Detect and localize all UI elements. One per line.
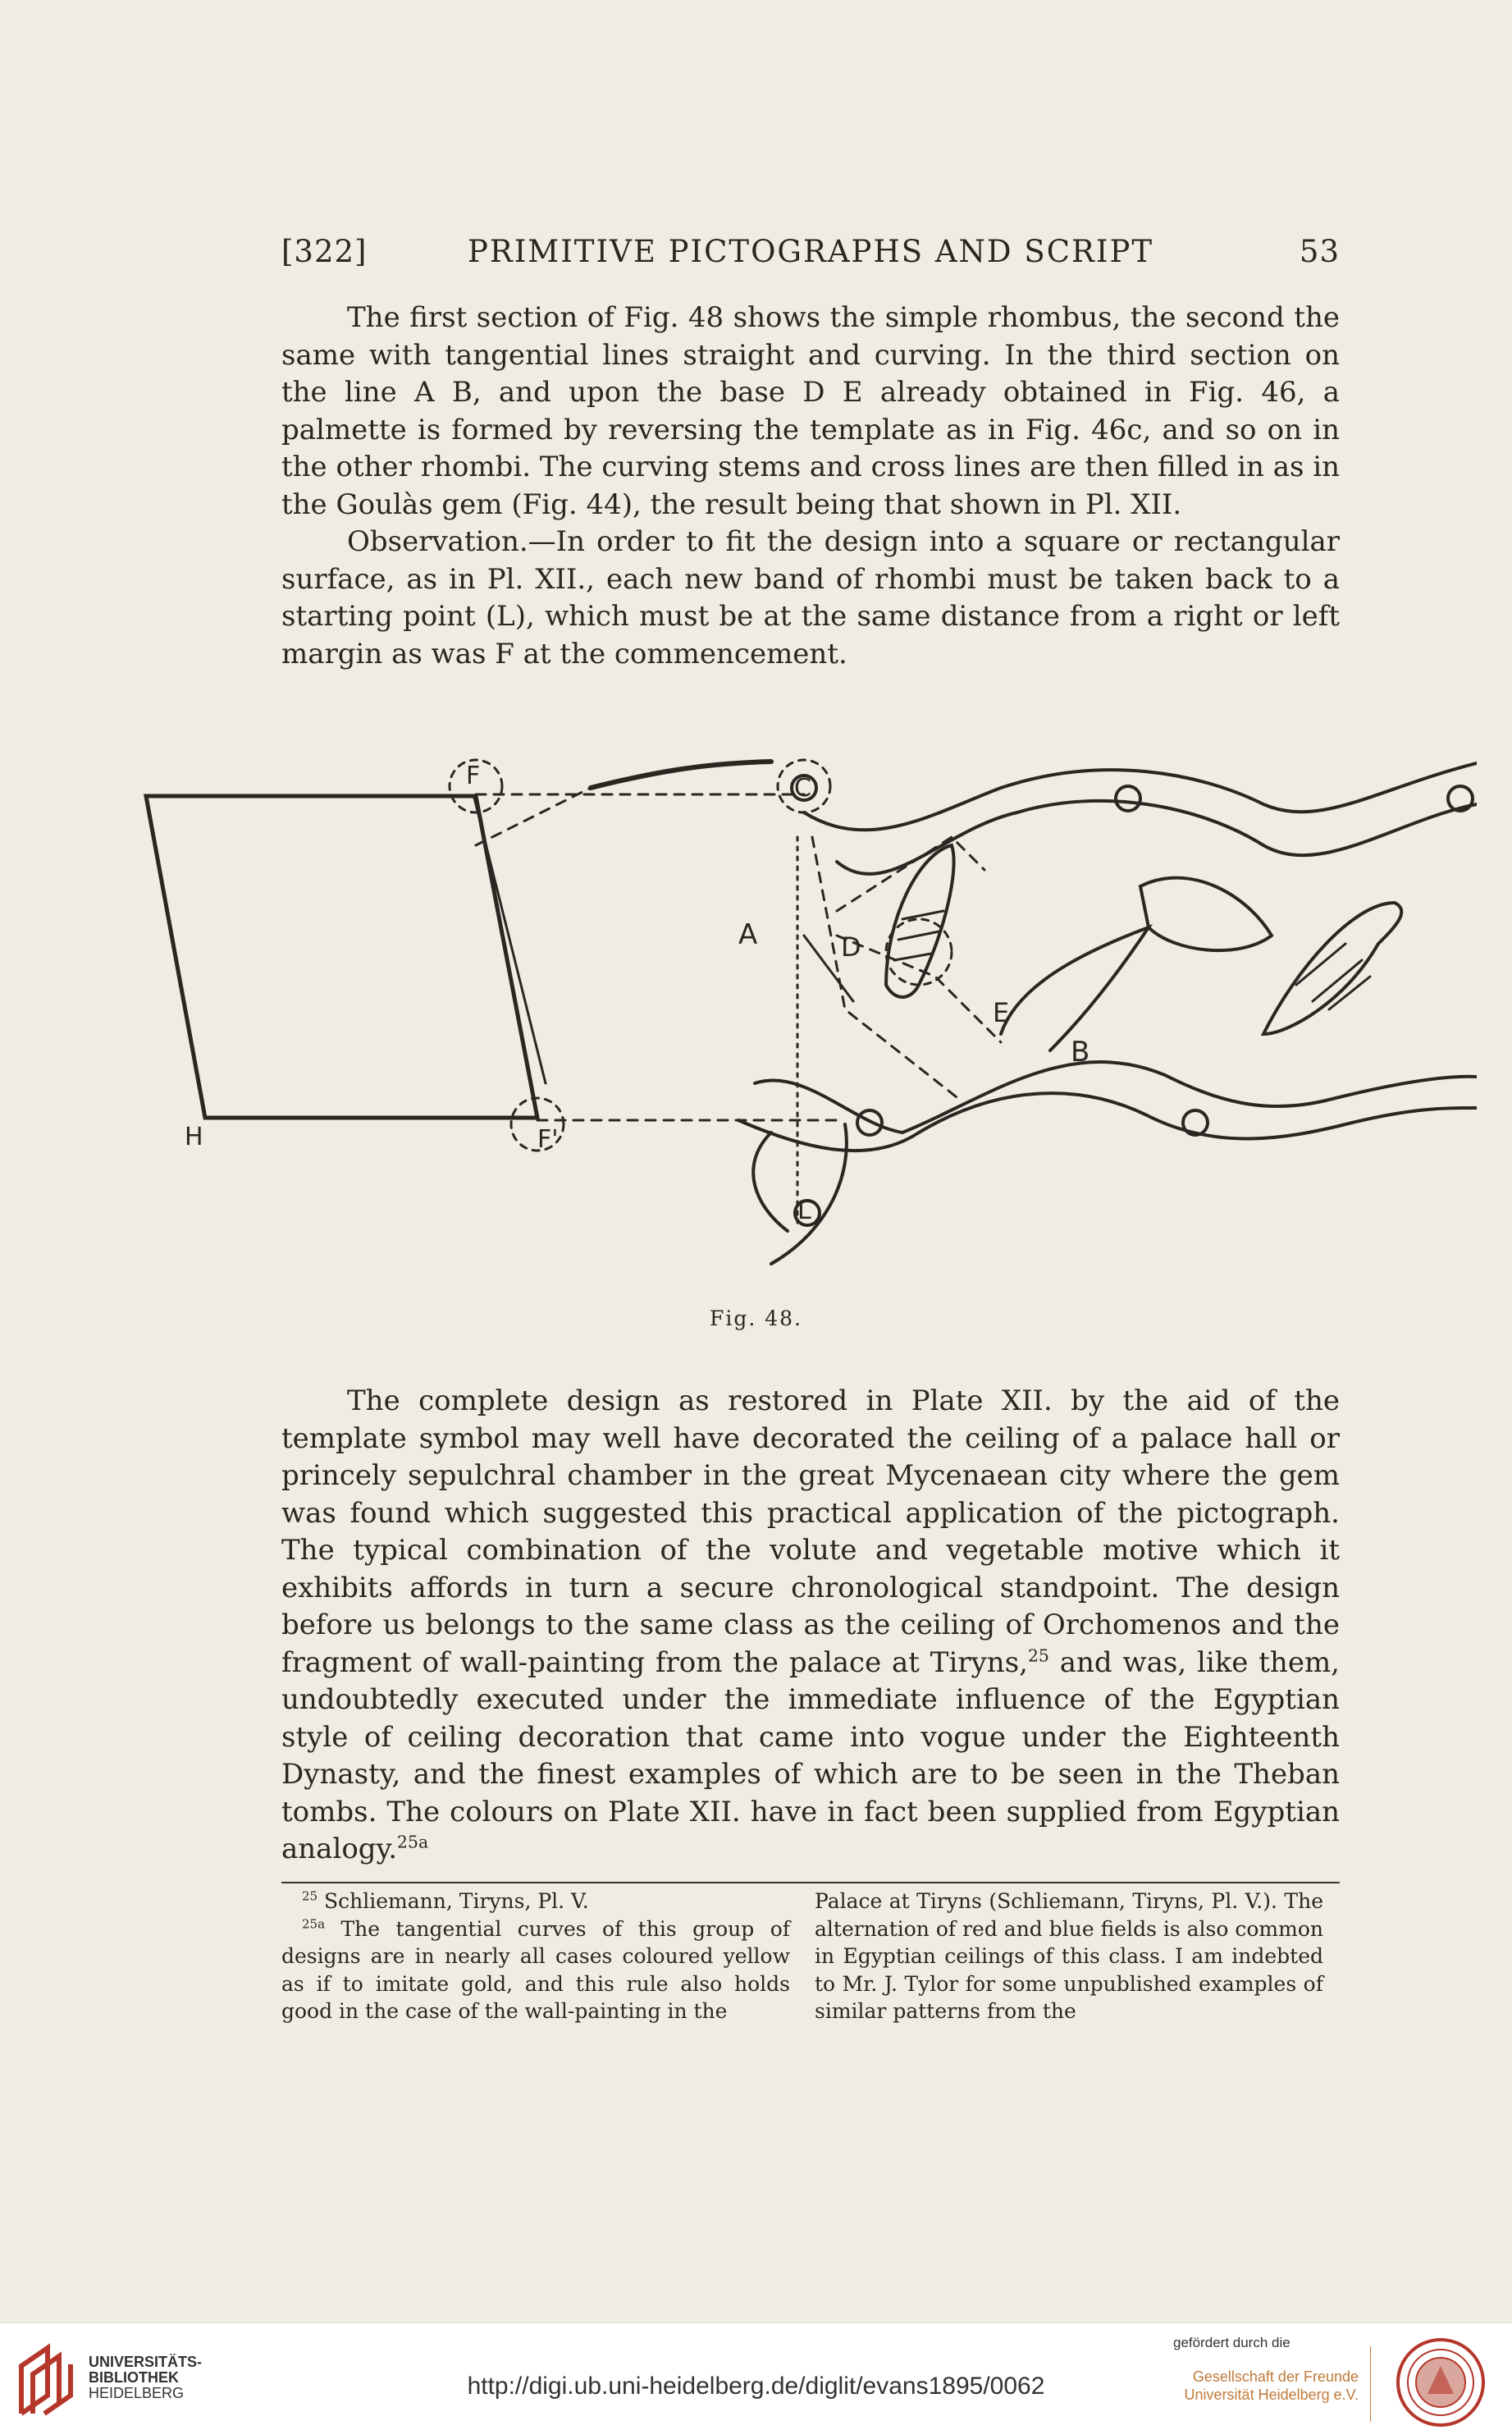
paragraph: Observation.—In order to fit the design into a square or rectangular surface, as in Pl. XII., each new band of rhombi must be taken back to a starting point (L), which must be at the same distance from a right or left margin as was F at the commencement. bbox=[281, 525, 1340, 670]
paragraph-text: The complete design as restored in Plate XII. by the aid of the template symbol may well have decorated the ceiling of a palace hall or princely sepulchral chamber in the great Mycenaean city where the gem was found which suggested this practical application of the pictograph. The typical combination of the volute and vegetable motive which it exhibits affords in turn a secure chronological standpoint. The design before us belongs to the same class as the ceiling of Orchomenos and the fragment of wall-painting from the palace at Tiryns, bbox=[281, 1384, 1340, 1679]
footnote-mark: 25 bbox=[302, 1888, 318, 1904]
society-name-line: Gesellschaft der Freunde bbox=[1192, 2368, 1359, 2385]
wavy-band bbox=[591, 762, 771, 788]
society-name bbox=[1173, 2368, 1359, 2404]
paragraph-text: and was, like them, undoubtedly executed under the immediate influence of the Egyptian style of ceiling decoration that came into vogue under the Eighteenth Dynasty, and the finest examples of which are to be seen in the Theban tombs. The colours on Plate XII. have in fact been supplied from Egyptian analogy. bbox=[281, 1645, 1340, 1865]
footnote-continuation: Palace at Tiryns (Schliemann, Tiryns, Pl. V.). The alternation of red and blue fields is also common in Egyptian ceilings of this class. I am indebted to Mr. J. Tylor for some unpublished examples of similar patterns from the bbox=[815, 1889, 1323, 2023]
footnote-ref-25a[interactable]: 25a bbox=[397, 1832, 429, 1852]
footnote-mark: 25a bbox=[302, 1916, 326, 1932]
paragraph: The first section of Fig. 48 shows the simple rhombus, the second the same with tangential lines straight and curving. In the third section on the line A B, and upon the base D E already obtained in Fig. 46, a palmette is formed by reversing the template as in Fig. 46c, and so on in the other rhombi. The curving stems and cross lines are then filled in as in the Goulàs gem (Fig. 44), the result being that shown in Pl. XII. bbox=[281, 301, 1340, 521]
guide-dashed bbox=[476, 788, 591, 845]
text-block-bottom bbox=[281, 1383, 1340, 1869]
label-h: H bbox=[185, 1123, 203, 1151]
running-header bbox=[281, 234, 1340, 275]
footnote-text: Schliemann, Tiryns, Pl. V. bbox=[324, 1889, 589, 1913]
curving-stem bbox=[753, 1133, 788, 1231]
wavy-band bbox=[837, 801, 1477, 874]
figure-48-diagram bbox=[131, 739, 1477, 1313]
label-b: B bbox=[1071, 1036, 1090, 1069]
footnote-column-left bbox=[281, 1888, 790, 2025]
running-title: PRIMITIVE PICTOGRAPHS AND SCRIPT bbox=[467, 234, 1154, 269]
paragraph bbox=[281, 1383, 1340, 1869]
label-d: D bbox=[841, 931, 861, 963]
curving-stem bbox=[1001, 927, 1149, 1050]
footnote-25 bbox=[281, 1888, 790, 1915]
label-c: C bbox=[794, 774, 811, 803]
volute bbox=[1116, 786, 1140, 811]
text-block-top bbox=[281, 300, 1340, 673]
label-e: E bbox=[993, 997, 1010, 1028]
figure-caption: Fig. 48. bbox=[710, 1307, 802, 1330]
label-l: L bbox=[797, 1197, 811, 1225]
funded-by-text: gefördert durch die bbox=[1173, 2335, 1290, 2350]
library-name-line: BIBLIOTHEK bbox=[89, 2369, 179, 2386]
permalink-url[interactable]: http://digi.ub.uni-heidelberg.de/diglit/evans1895/0062 bbox=[467, 2373, 1045, 2400]
library-name-line: HEIDELBERG bbox=[89, 2385, 185, 2401]
university-seal-icon bbox=[1395, 2336, 1487, 2428]
digitization-footer bbox=[0, 2322, 1512, 2430]
society-name-line: Universität Heidelberg e.V. bbox=[1184, 2387, 1359, 2403]
wavy-band bbox=[755, 1062, 1477, 1133]
guide-dashed bbox=[837, 936, 1001, 1042]
page-number: 53 bbox=[1299, 234, 1340, 269]
page-ref: [322] bbox=[281, 234, 368, 269]
palmette bbox=[1263, 903, 1401, 1034]
footnote-rule bbox=[281, 1882, 1340, 1883]
footnote-ref-25[interactable]: 25 bbox=[1027, 1645, 1049, 1666]
footnote-column-right bbox=[815, 1888, 1323, 2025]
palmette bbox=[1140, 878, 1272, 950]
footnote-25a bbox=[281, 1915, 790, 2025]
label-a: A bbox=[738, 918, 758, 951]
cross-lines bbox=[894, 911, 943, 960]
wavy-band bbox=[738, 1093, 1477, 1151]
label-f: F bbox=[466, 762, 481, 790]
label-f-prime: F' bbox=[537, 1125, 559, 1154]
library-name-line: UNIVERSITÄTS- bbox=[89, 2354, 203, 2370]
footnote-text: The tangential curves of this group of designs are in nearly all cases coloured yellow as if to imitate gold, and this rule also holds good in the case of the wall-painting in the bbox=[281, 1916, 790, 2023]
footer-divider bbox=[1370, 2346, 1371, 2422]
